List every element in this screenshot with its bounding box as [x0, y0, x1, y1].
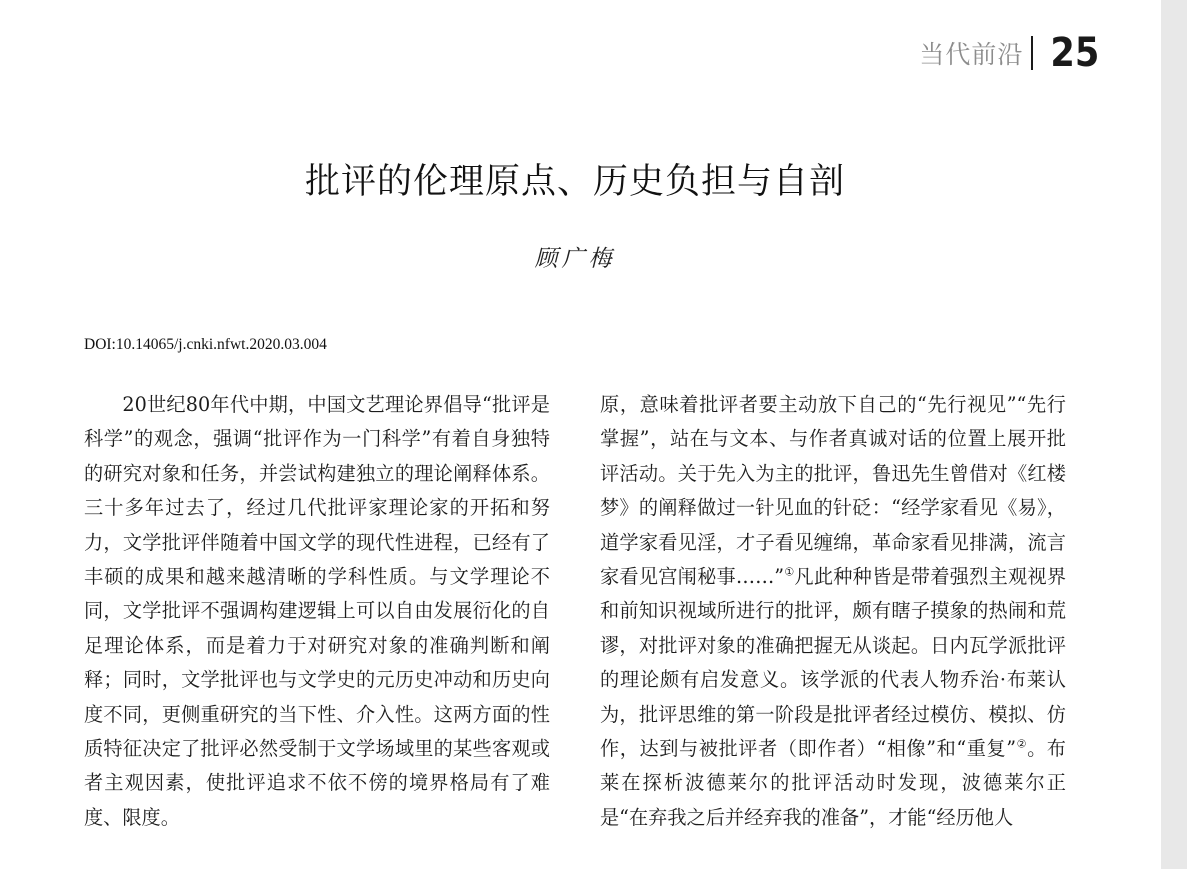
article-title: 批评的伦理原点、历史负担与自剖 [304, 162, 845, 202]
footnote-marker[interactable]: ② [1016, 737, 1028, 751]
page-number: 25 [1050, 30, 1100, 76]
paragraph-text: 凡此种种皆是带着强烈主观视界和前知识视域所进行的批评，颇有瞎子摸象的热闹和荒谬，对批评对象的准确把握无从谈起。日内瓦学派批评的理论颇有启发意义。该学派的代表人物乔治·布莱认为，批评思维的第一阶段是批评者经过模仿、模拟、仿作，达到与被批评者（即作者）“相像”和“重复” [600, 565, 1067, 761]
article-author: 顾广梅 [534, 246, 616, 272]
doi-line: DOI:10.14065/j.cnki.nfwt.2020.03.004 [84, 336, 327, 353]
paragraph [600, 388, 1066, 835]
paragraph-text: 。布莱在探析波德莱尔的批评活动时发现，波德莱尔正是“在弃我之后并经弃我的准备”，才能“经历他人 [600, 737, 1066, 829]
body-column-right [600, 388, 1066, 835]
section-label: 当代前沿 [919, 40, 1024, 69]
body-column-left [84, 388, 550, 835]
running-header [919, 30, 1103, 76]
footnote-marker[interactable]: ① [784, 565, 795, 579]
paragraph: 20世纪80年代中期，中国文艺理论界倡导“批评是科学”的观念，强调“批评作为一门科学”有着自身独特的研究对象和任务，并尝试构建独立的理论阐释体系。三十多年过去了，经过几代批评家理论家的开拓和努力，文学批评伴随着中国文学的现代性进程，已经有了丰硕的成果和越来越清晰的学科性质。与文学理论不同，文学批评不强调构建逻辑上可以自由发展衍化的自足理论体系，而是着力于对研究对象的准确判断和阐释；同时，文学批评也与文学史的元历史冲动和历史向度不同，更侧重研究的当下性、介入性。这两方面的性质特征决定了批评必然受制于文学场域里的某些客观或者主观因素，使批评追求不依不傍的境界格局有了难度、限度。 [84, 393, 550, 829]
page-edge-strip [1161, 0, 1187, 869]
header-divider [1031, 36, 1033, 70]
paragraph-text: 原，意味着批评者要主动放下自己的“先行视见”“先行掌握”，站在与文本、与作者真诚对话的位置上展开批评活动。关于先入为主的批评，鲁迅先生曾借对《红楼梦》的阐释做过一针见血的针砭：“经学家看见《易》，道学家看见淫，才子看见缠绵，革命家看见排满，流言家看见宫闱秘事……” [600, 393, 1066, 589]
